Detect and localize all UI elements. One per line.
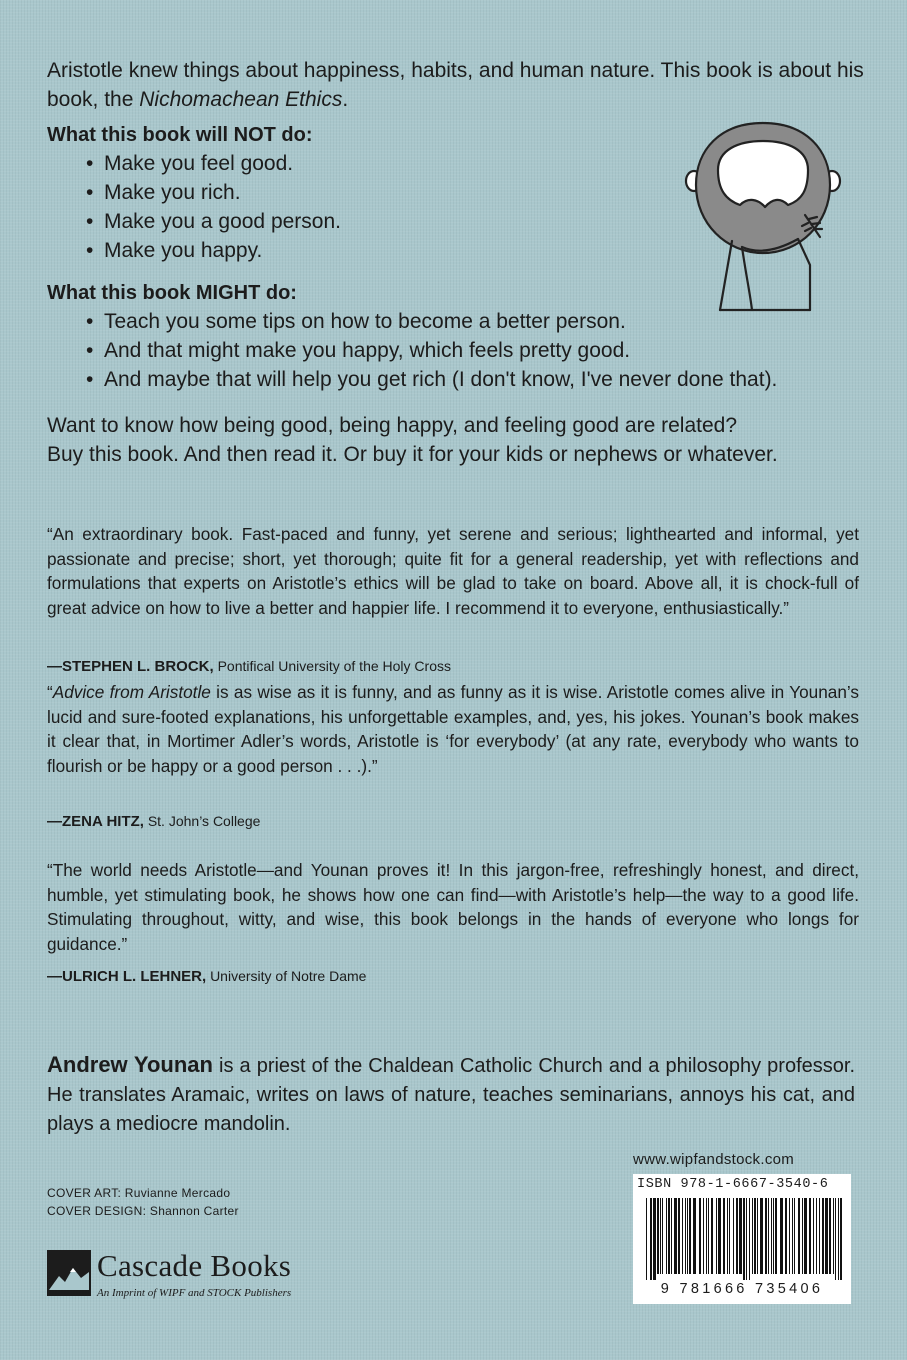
pitch-line-2: Buy this book. And then read it. Or buy it for your kids or nephews or whatever.	[47, 443, 778, 466]
barcode-bar	[771, 1198, 772, 1274]
barcode-bar	[773, 1198, 774, 1274]
barcode-bar	[794, 1198, 795, 1274]
barcode-bar	[699, 1198, 701, 1274]
endorser-affiliation: Pontifical University of the Holy Cross	[217, 658, 451, 674]
endorser-name: —ULRICH L. LEHNER,	[47, 968, 207, 985]
barcode-bar	[765, 1198, 767, 1274]
list-item: • And maybe that will help you get rich (I don't know, I've never done that).	[82, 365, 777, 394]
barcode-bar	[757, 1198, 758, 1274]
barcode-bar	[660, 1198, 661, 1274]
barcode-bar	[736, 1198, 738, 1274]
endorser-name: —STEPHEN L. BROCK,	[47, 658, 214, 675]
quote-book-title: Advice from Aristotle	[52, 682, 211, 702]
list-item: • Teach you some tips on how to become a better person.	[82, 307, 777, 336]
barcode-bar	[668, 1198, 670, 1274]
barcode-bar	[650, 1198, 652, 1280]
barcode-bar	[687, 1198, 688, 1274]
barcode-bar	[816, 1198, 817, 1274]
barcode-bar	[708, 1198, 709, 1274]
barcode-bar	[789, 1198, 790, 1274]
intro-text: Aristotle knew things about happiness, habits, and human nature. This book is about his book, the	[47, 59, 864, 111]
barcode-bar	[678, 1198, 680, 1274]
publisher-mountain-logo-icon	[47, 1250, 91, 1296]
barcode-bar	[825, 1198, 828, 1274]
barcode-bar	[835, 1198, 836, 1280]
barcode-bar	[838, 1198, 839, 1280]
intro-paragraph	[47, 56, 867, 114]
barcode-bar	[754, 1198, 756, 1274]
publisher-tagline: An Imprint of WIPF and STOCK Publishers	[97, 1287, 292, 1299]
list-item: • Make you happy.	[82, 236, 341, 265]
barcode-bar	[662, 1198, 663, 1274]
barcode-bar	[780, 1198, 783, 1274]
pitch-line-1: Want to know how being good, being happy, and feeling good are related?	[47, 414, 737, 437]
barcode-digits: 9 781666 735406	[660, 1281, 824, 1297]
might-do-heading: What this book MIGHT do:	[47, 282, 297, 304]
quote-body: is as wise as it is funny, and as funny as it is wise. Aristotle comes alive in Younan’s lucid and sure-footed explanations, his unforgettable examples, and, yes, his jokes. Younan’s book makes it clear that, in Mortimer Adler’s words, Aristotle is ‘for everybody’ (at any rate, everybody who wants to flourish or be happy or a good person . . .).”	[47, 682, 860, 776]
barcode-bar	[685, 1198, 686, 1274]
pitch-paragraph	[47, 411, 877, 469]
barcode-bar	[682, 1198, 683, 1274]
barcode-bar	[723, 1198, 725, 1274]
barcode-bar	[727, 1198, 728, 1274]
publisher-url: www.wipfandstock.com	[633, 1151, 795, 1168]
barcode-bar	[706, 1198, 707, 1274]
barcode-bar	[693, 1198, 696, 1274]
barcode-bar	[716, 1198, 717, 1274]
author-bio-text: is a priest of the Chaldean Catholic Church and a philosophy professor. He translates Aramaic, writes on laws of nature, teaches seminarians, annoys his cat, and plays a mediocre mandolin.	[47, 1055, 855, 1135]
barcode-bar	[768, 1198, 769, 1274]
barcode-bar	[819, 1198, 820, 1274]
barcode-bar	[802, 1198, 803, 1274]
barcode-bar	[703, 1198, 704, 1274]
barcode-bar	[733, 1198, 734, 1274]
barcode-bar	[833, 1198, 834, 1274]
barcode-bar	[829, 1198, 831, 1274]
not-do-heading: What this book will NOT do:	[47, 124, 313, 146]
intro-end: .	[342, 88, 349, 111]
aristotle-illustration	[680, 115, 850, 315]
barcode-bar	[760, 1198, 763, 1274]
endorsement-quote: “An extraordinary book. Fast-paced and funny, yet serene and serious; lighthearted and informal, yet passionate and precise; short, yet thorough; quite fit for a general readership, yet with reflections and formulations that experts on Aristotle’s ethics will be glad to take on board. Above all, it is chock-full of great advice on how to live a better and happier life. I recommend it to everyone, enthusiastically.”	[47, 524, 859, 618]
barcode-bar	[752, 1198, 753, 1274]
endorsement-quote: “The world needs Aristotle—and Younan proves it! In this jargon-free, refreshingly honest, and direct, humble, yet stimulating book, he shows how one can find—with Aristotle’s help—the way to a good life. Stimulating throughout, witty, and wise, this book belongs in the hands of everyone who longs for guidance.”	[47, 860, 859, 954]
credit-label: COVER ART:	[47, 1186, 122, 1200]
list-item: • Make you a good person.	[82, 207, 341, 236]
list-item: • Make you rich.	[82, 178, 341, 207]
endorsement-attribution	[47, 968, 366, 985]
barcode-bar	[657, 1198, 659, 1274]
publisher-name: Cascade Books	[97, 1248, 292, 1283]
barcode-bar	[671, 1198, 672, 1274]
barcode-bar	[749, 1198, 750, 1280]
barcode-bar	[775, 1198, 777, 1274]
barcode-bar	[739, 1198, 742, 1274]
barcode-bar	[813, 1198, 814, 1274]
barcode-bar	[792, 1198, 793, 1274]
list-item: • Make you feel good.	[82, 149, 341, 178]
barcode-bar	[718, 1198, 721, 1274]
cover-art-credit	[47, 1186, 230, 1200]
barcode-bar	[840, 1198, 842, 1280]
barcode-bar	[822, 1198, 824, 1274]
not-do-list	[82, 149, 341, 265]
barcode-bar	[653, 1198, 656, 1280]
barcode-bar	[689, 1198, 691, 1274]
list-item: • And that might make you happy, which feels pretty good.	[82, 336, 777, 365]
endorsement-attribution	[47, 813, 260, 830]
barcode-bar	[804, 1198, 807, 1274]
barcode-bar	[729, 1198, 730, 1274]
barcode-bar	[746, 1198, 747, 1280]
might-do-list	[82, 307, 777, 394]
barcode-bar	[711, 1198, 713, 1274]
endorser-affiliation: St. John’s College	[147, 813, 261, 829]
barcode-bar	[666, 1198, 667, 1274]
barcode-bar	[674, 1198, 677, 1274]
quote-open: “	[47, 682, 53, 702]
barcode-bar	[785, 1198, 787, 1274]
isbn-label: ISBN 978-1-6667-3540-6	[637, 1177, 829, 1192]
author-name: Andrew Younan	[47, 1052, 213, 1077]
intro-book-title: Nichomachean Ethics	[139, 88, 343, 111]
endorsement-quote	[47, 680, 859, 778]
endorsement-attribution	[47, 658, 451, 675]
credit-name: Ruvianne Mercado	[124, 1186, 231, 1200]
barcode-bar	[743, 1198, 745, 1280]
credit-name: Shannon Carter	[149, 1204, 239, 1218]
author-bio	[47, 1050, 855, 1139]
barcode-bar	[646, 1198, 647, 1280]
barcode-bars	[646, 1198, 842, 1280]
endorser-name: —ZENA HITZ,	[47, 813, 144, 830]
credit-label: COVER DESIGN:	[47, 1204, 147, 1218]
barcode-bar	[809, 1198, 811, 1274]
cover-design-credit	[47, 1204, 239, 1218]
endorser-affiliation: University of Notre Dame	[210, 968, 367, 984]
barcode-bar	[798, 1198, 800, 1274]
